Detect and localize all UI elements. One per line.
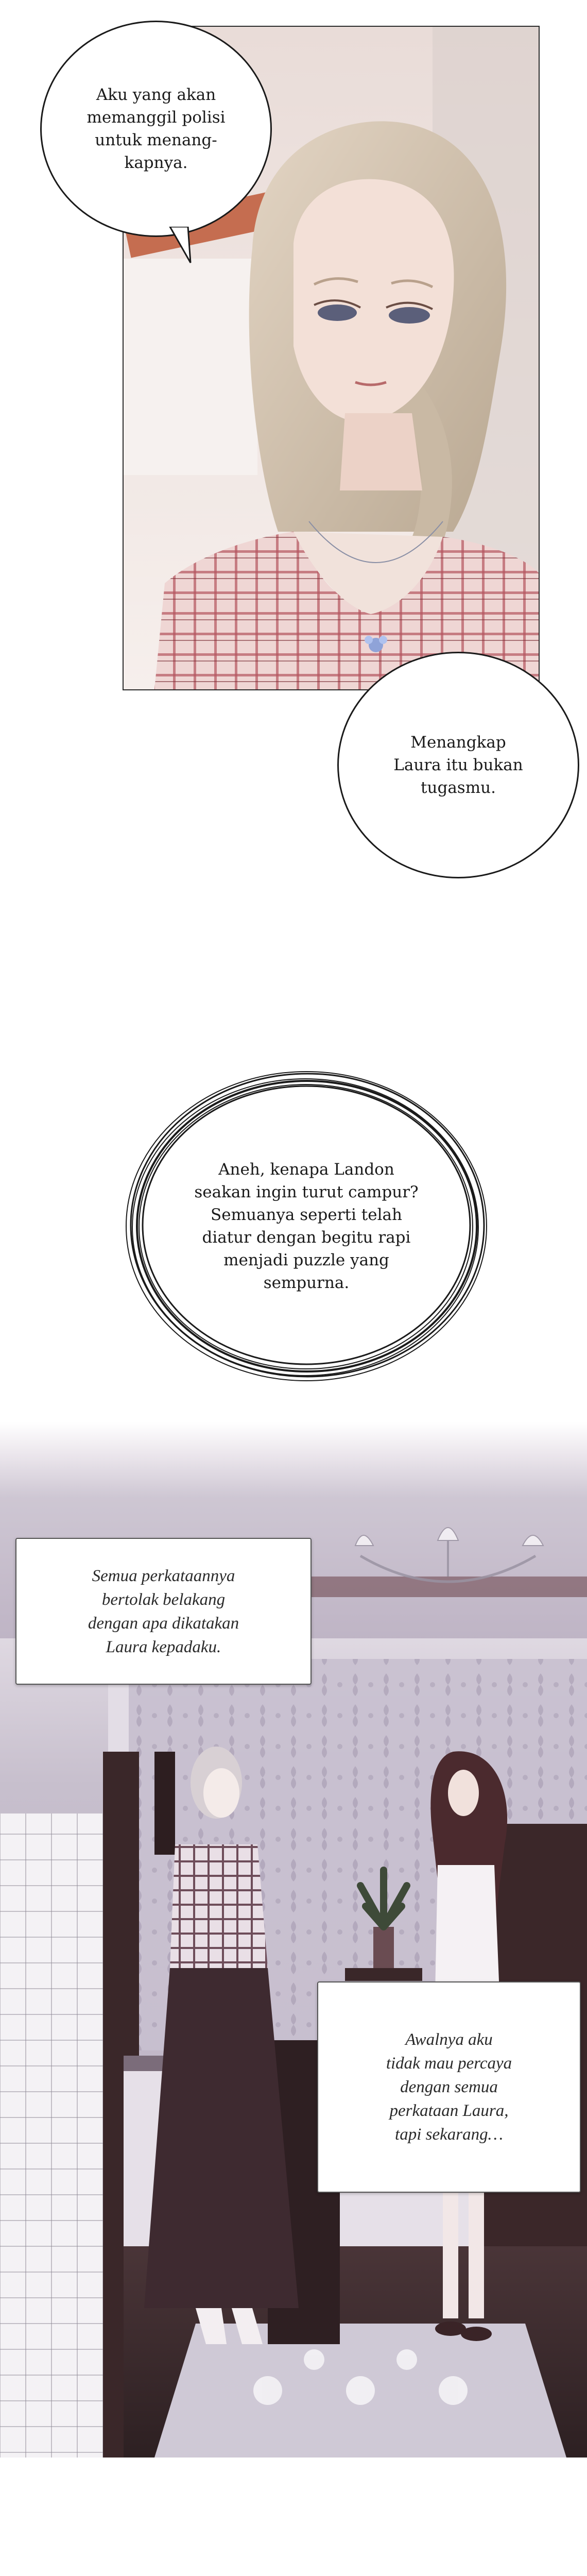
caption-believe-text: Awalnya aku tidak mau percaya dengan semua perkataan Laura, tapi sekarang… <box>386 2030 512 2144</box>
thought-bubble <box>175 1108 438 1345</box>
speech-bubble-police-text: Aku yang akan memanggil polisi untuk menang- kapnya. <box>87 86 226 172</box>
speech-bubble-not-your-job-text: Menangkap Laura itu bukan tugasmu. <box>393 733 523 797</box>
caption-contradict <box>15 1538 312 1685</box>
caption-contradict-text: Semua perkataannya bertolak belakang dengan apa dikatakan Laura kepadaku. <box>88 1566 239 1656</box>
speech-bubble-police <box>40 21 272 237</box>
speech-bubble-police-tail <box>160 227 206 268</box>
thought-bubble-text: Aneh, kenapa Landon seakan ingin turut campur? Semuanya seperti telah diatur dengan begitu rapi menjadi puzzle yang sempurna. <box>194 1160 419 1292</box>
caption-believe <box>317 1981 581 2193</box>
speech-bubble-not-your-job <box>337 652 579 878</box>
